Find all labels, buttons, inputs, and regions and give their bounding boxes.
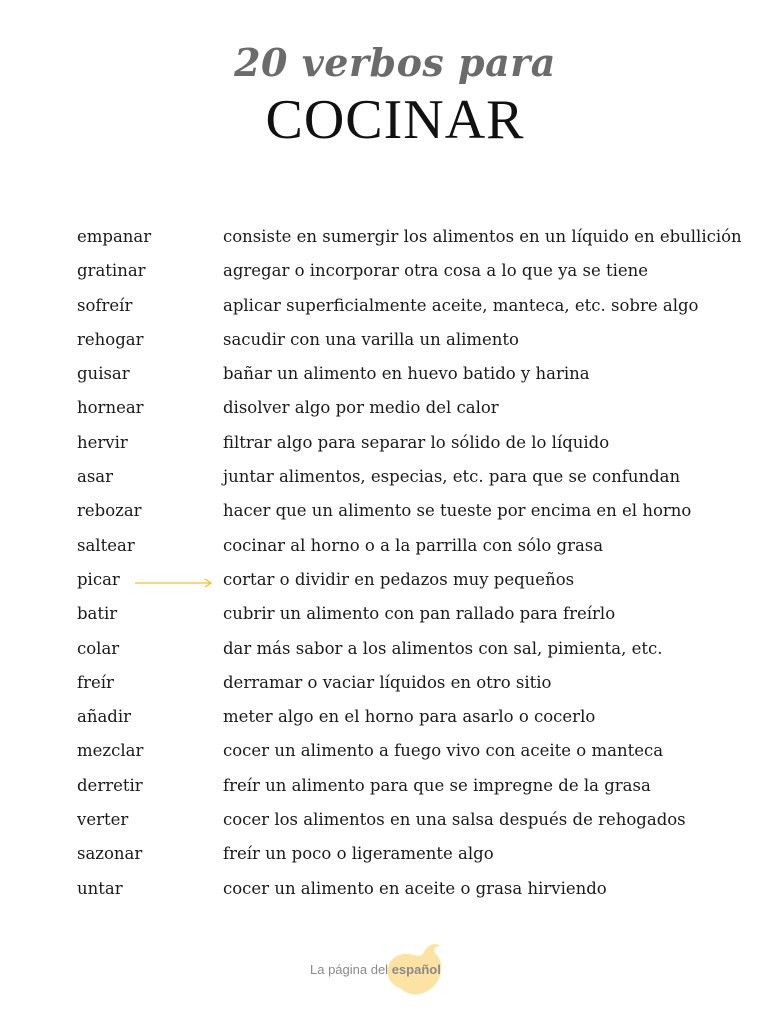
- verb-list: [0, 221, 768, 907]
- verb-definition: cocer un alimento en aceite o grasa hirviendo: [223, 878, 607, 898]
- verb-row: [0, 770, 768, 804]
- verb-row: [0, 838, 768, 872]
- verb-row: [0, 530, 768, 564]
- verb-definition: cubrir un alimento con pan rallado para freírlo: [223, 604, 616, 624]
- verb-definition: aplicar superficialmente aceite, manteca, etc. sobre algo: [223, 295, 699, 315]
- verb-term: gratinar: [77, 261, 146, 281]
- title-line-1: 20 verbos para: [234, 40, 556, 85]
- verb-term: asar: [77, 467, 114, 487]
- verb-definition: cocer los alimentos en una salsa después de rehogados: [223, 810, 686, 830]
- verb-definition: freír un poco o ligeramente algo: [223, 844, 494, 864]
- verb-term: saltear: [77, 535, 135, 555]
- verb-definition: cocinar al horno o a la parrilla con sólo grasa: [223, 535, 604, 555]
- verb-term: sofreír: [77, 295, 133, 315]
- verb-term: rebozar: [77, 501, 142, 521]
- footer-brand-plain: La página del: [310, 962, 392, 977]
- verb-row: [0, 358, 768, 392]
- verb-row: [0, 873, 768, 907]
- verb-definition: filtrar algo para separar lo sólido de lo líquido: [223, 432, 610, 452]
- verb-term: rehogar: [77, 329, 144, 349]
- verb-row: [0, 804, 768, 838]
- verb-row: [0, 495, 768, 529]
- verb-definition: bañar un alimento en huevo batido y harina: [223, 364, 590, 384]
- verb-row: [0, 255, 768, 289]
- verb-definition: juntar alimentos, especias, etc. para que se confundan: [223, 467, 681, 487]
- verb-term: hervir: [77, 432, 128, 452]
- verb-definition: disolver algo por medio del calor: [223, 398, 499, 418]
- verb-definition: freír un alimento para que se impregne de la grasa: [223, 775, 651, 795]
- verb-row: [0, 667, 768, 701]
- verb-term: freír: [77, 672, 114, 692]
- verb-term: mezclar: [77, 741, 144, 761]
- verb-term: picar: [77, 569, 120, 589]
- verb-row: [0, 701, 768, 735]
- verb-term: guisar: [77, 364, 130, 384]
- verb-definition: consiste en sumergir los alimentos en un líquido en ebullición: [223, 227, 742, 246]
- verb-row: [0, 564, 768, 598]
- verb-term: verter: [77, 810, 129, 830]
- verb-row: [0, 633, 768, 667]
- verb-row: [0, 735, 768, 769]
- verb-definition: dar más sabor a los alimentos con sal, pimienta, etc.: [223, 638, 663, 658]
- verb-row: [0, 392, 768, 426]
- footer-brand-text: [310, 962, 441, 977]
- verb-definition: cocer un alimento a fuego vivo con aceite o manteca: [223, 741, 664, 761]
- verb-definition: cortar o dividir en pedazos muy pequeños: [223, 569, 575, 589]
- verb-term: empanar: [77, 227, 152, 246]
- verb-row: [0, 461, 768, 495]
- verb-row: [0, 324, 768, 358]
- footer-logo: [300, 938, 470, 1000]
- verb-term: derretir: [77, 775, 143, 795]
- verb-term: hornear: [77, 398, 144, 418]
- verb-term: batir: [77, 604, 118, 624]
- title-line-2: COCINAR: [265, 89, 525, 151]
- verb-definition: meter algo en el horno para asarlo o cocerlo: [223, 707, 596, 727]
- verb-row: [0, 598, 768, 632]
- verb-definition: hacer que un alimento se tueste por encima en el horno: [223, 501, 692, 521]
- footer-brand-bold: español: [391, 962, 441, 977]
- verb-definition: sacudir con una varilla un alimento: [223, 329, 519, 349]
- example-arrow-icon: [135, 578, 213, 588]
- verb-definition: derramar o vaciar líquidos en otro sitio: [223, 672, 552, 692]
- verb-term: sazonar: [77, 844, 143, 864]
- verb-term: colar: [77, 638, 120, 658]
- verb-definition: agregar o incorporar otra cosa a lo que ya se tiene: [223, 261, 649, 281]
- verb-term: añadir: [77, 707, 132, 727]
- verb-term: untar: [77, 878, 123, 898]
- verb-row: [0, 221, 768, 255]
- verb-row: [0, 290, 768, 324]
- verb-row: [0, 427, 768, 461]
